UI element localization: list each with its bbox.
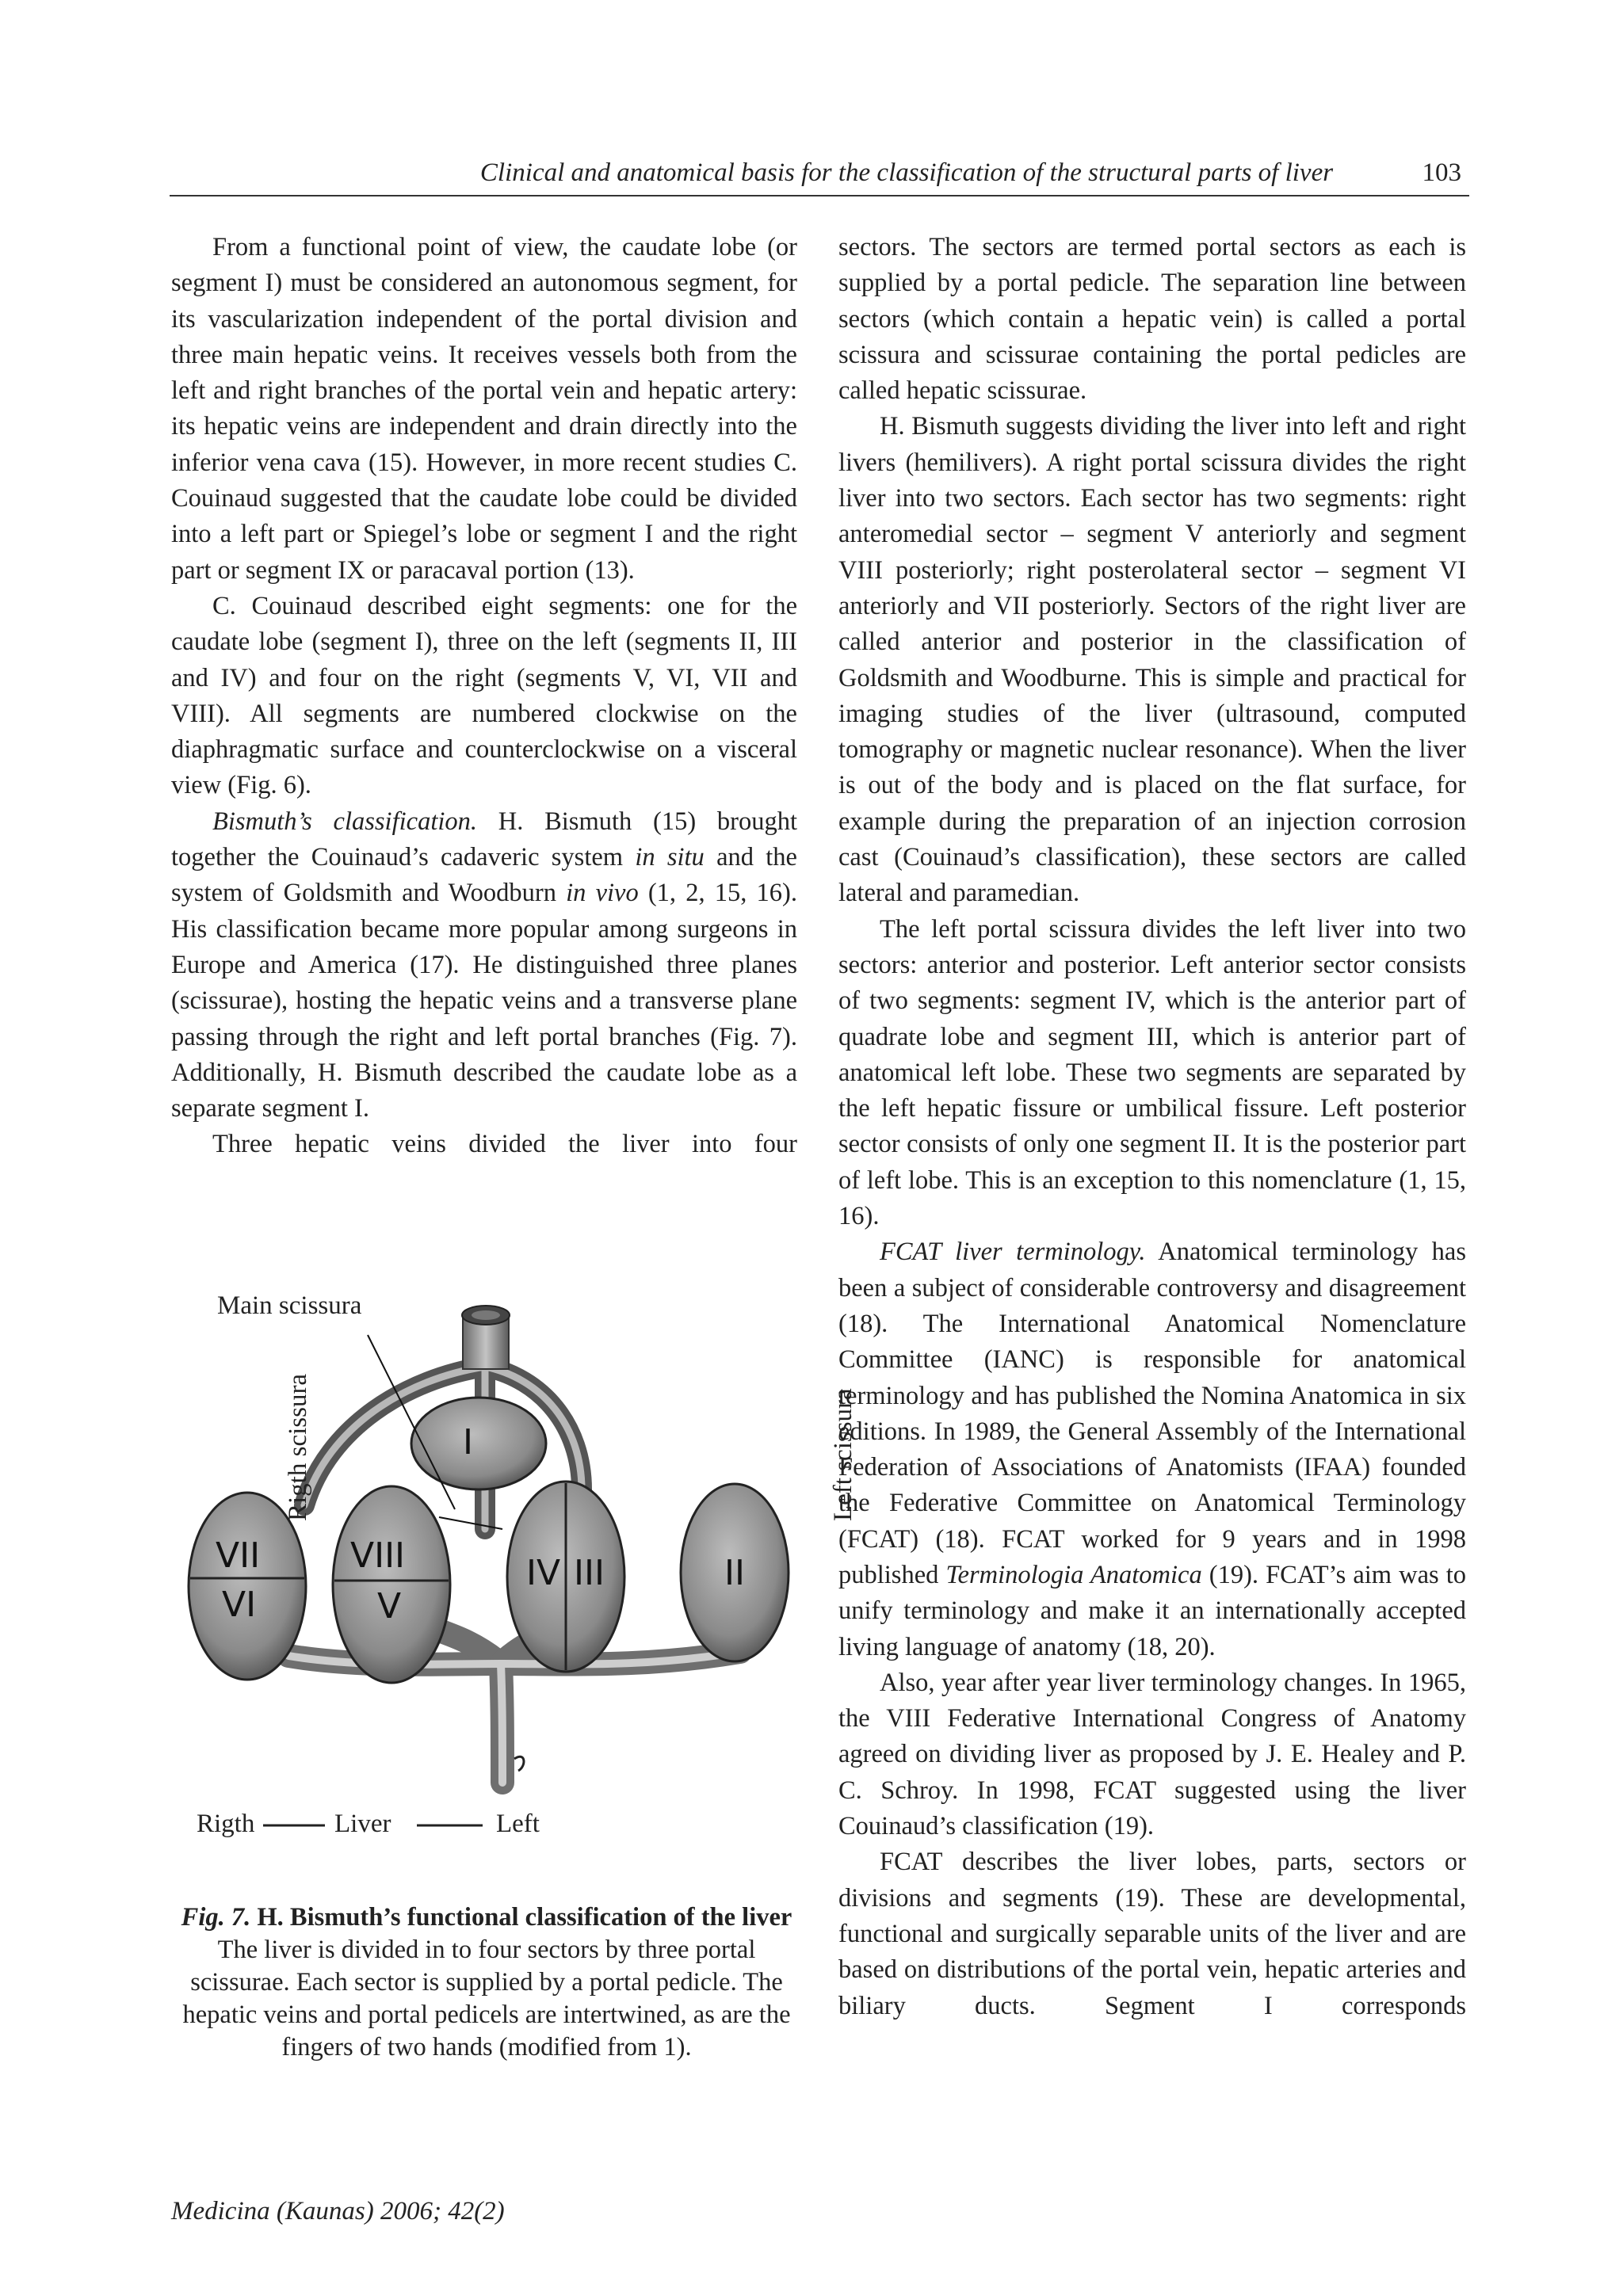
paragraph-text: and the system of Goldsmith and Woodburn	[171, 843, 797, 908]
vena-cava	[462, 1306, 510, 1369]
page-number: 103	[1422, 158, 1461, 187]
segment-label-VI: VI	[222, 1585, 257, 1625]
sector-left-anterior	[507, 1482, 624, 1672]
figure-liver-classification	[170, 1291, 857, 1854]
label-rigth: Rigth	[197, 1810, 255, 1838]
segment-label-V: V	[377, 1586, 402, 1627]
paragraph	[171, 804, 797, 1127]
caption-title-text: H. Bismuth’s functional classification of the liver	[257, 1903, 792, 1932]
caudate-lobe	[411, 1398, 546, 1489]
latin-term: in situ	[635, 843, 705, 872]
running-header	[170, 157, 1469, 196]
paragraph: Also, year after year liver terminology changes. In 1965, the VIII Federative International Congress of Anatomy agreed on dividing liver as proposed by J. E. Healey and P. C. Schroy. In 1998, FCAT suggested using the liver Couinaud’s classification (19).	[838, 1668, 1466, 1841]
segment-label-II: II	[724, 1553, 745, 1593]
caption-title	[170, 1901, 804, 1934]
running-title: Clinical and anatomical basis for the classification of the structural parts of liver	[479, 158, 1334, 187]
title-term: Terminologia Anatomica	[945, 1560, 1202, 1589]
paragraph: FCAT describes the liver lobes, parts, sectors or divisions and segments (19). These are developmental, functional and surgically separable units of the liver and are based on distributions of the portal vein, hepatic arteries and biliary ducts. Segment I corresponds	[838, 1848, 1466, 2020]
label-left-scissura: Left scissura	[829, 1388, 857, 1521]
paragraph: From a functional point of view, the caudate lobe (or segment I) must be considered an autonomous segment, for its vascularization independent of the portal division and three main hepatic veins. It receives vessels both from the left and right branches of the portal vein and hepatic artery: its hepatic veins are independent and drain directly into the inferior vena cava (15). However, in more recent studies C. Couinaud suggested that the caudate lobe could be divided into a left part or Spiegel’s lobe or segment I and the right part or segment IX or paracaval portion (13).	[171, 233, 797, 585]
paragraph: H. Bismuth suggests dividing the liver into left and right livers (hemilivers). A right portal scissura divides the right liver into two sectors. Each sector has two segments: right anteromedial sector – segment V anteriorly and segment VIII posteriorly; right posterolateral sector – segment VI anteriorly and VII posteriorly. Sectors of the right liver are called anterior and posterior in the classification of Goldsmith and Woodburne. This is simple and practical for imaging studies of the liver (ultrasound, computed tomography or magnetic nuclear resonance). When the liver is out of the body and is placed on the flat surface, for example during the preparation of an injection corrosion cast (Couinaud’s classification), these sectors are called lateral and paramedian.	[838, 412, 1466, 908]
figure-caption	[170, 1901, 804, 2064]
section-heading: Bismuth’s classification.	[212, 807, 478, 836]
segment-label-III: III	[574, 1553, 605, 1593]
label-left: Left	[496, 1810, 540, 1838]
journal-citation: Medicina (Kaunas) 2006; 42(2)	[171, 2197, 505, 2225]
paragraph-text: Anatomical terminology has been a subject of considerable controversy and disagreement (18). The International Anatomical Nomenclature Committee (IANC) is responsible for anatomical terminology and has published the Nomina Anatomica in six editions. In 1989, the General Assembly of the International Federation of Associations of Anatomists (IFAA) founded the Federative Committee on Anatomical Terminology (FCAT) (18). FCAT worked for 9 years and in 1998 published	[838, 1238, 1466, 1589]
label-main-scissura: Main scissura	[217, 1291, 362, 1320]
label-rigth-scissura: Rigth scissura	[284, 1373, 312, 1521]
bile-duct-mark	[514, 1756, 524, 1771]
segment-label-I: I	[463, 1422, 473, 1463]
segment-label-IV: IV	[526, 1553, 561, 1593]
segment-label-VII: VII	[216, 1535, 261, 1576]
segment-label-VIII: VIII	[350, 1535, 406, 1576]
liver-diagram	[170, 1291, 804, 1854]
right-column	[838, 230, 1466, 2024]
paragraph-text: H. Bismuth (15) brought together the Couinaud’s cadaveric system	[171, 807, 797, 872]
label-liver: Liver	[334, 1810, 391, 1838]
paragraph: Three hepatic veins divided the liver into four	[212, 1130, 797, 1159]
figure-number: Fig. 7.	[181, 1903, 251, 1932]
latin-term: in vivo	[566, 879, 639, 908]
section-heading: FCAT liver terminology.	[880, 1238, 1146, 1267]
paragraph-text: (19). FCAT’s aim was to unify terminology and make it an internationally accepted living language of anatomy (18, 20).	[838, 1560, 1466, 1661]
paragraph	[838, 1234, 1466, 1665]
sector-right-anterior	[333, 1486, 450, 1683]
paragraph: sectors. The sectors are termed portal sectors as each is supplied by a portal pedicle. The separation line between sectors (which contain a hepatic vein) is called a portal scissura and scissurae containing the portal pedicles are called hepatic scissurae.	[838, 233, 1466, 406]
paragraph-text: (1, 2, 15, 16). His classification became more popular among surgeons in Europe and America (17). He distinguished three planes (scissurae), hosting the hepatic veins and a transverse plane passing through the right and left portal branches (Fig. 7). Additionally, H. Bismuth described the caudate lobe as a separate segment I.	[171, 879, 797, 1123]
left-column	[171, 230, 797, 1163]
paragraph: C. Couinaud described eight segments: one for the caudate lobe (segment I), three on the left (segments II, III and IV) and four on the right (segments V, VI, VII and VIII). All segments are numbered clockwise on the diaphragmatic surface and counterclockwise on a visceral view (Fig. 6).	[171, 591, 797, 800]
paragraph: The left portal scissura divides the left liver into two sectors: anterior and posterior. Left anterior sector consists of two segments: segment IV, which is the anterior part of quadrate lobe and segment III, which is anterior part of anatomical left lobe. These two segments are separated by the left hepatic fissure or umbilical fissure. Left posterior sector consists of only one segment II. It is the posterior part of left lobe. This is an exception to this nomenclature (1, 15, 16).	[838, 914, 1466, 1231]
caption-body: The liver is divided in to four sectors by three portal scissurae. Each sector is supplied by a portal pedicle. The hepatic veins and portal pedicels are intertwined, as are the fingers of two hands (modified from 1).	[182, 1936, 791, 2061]
